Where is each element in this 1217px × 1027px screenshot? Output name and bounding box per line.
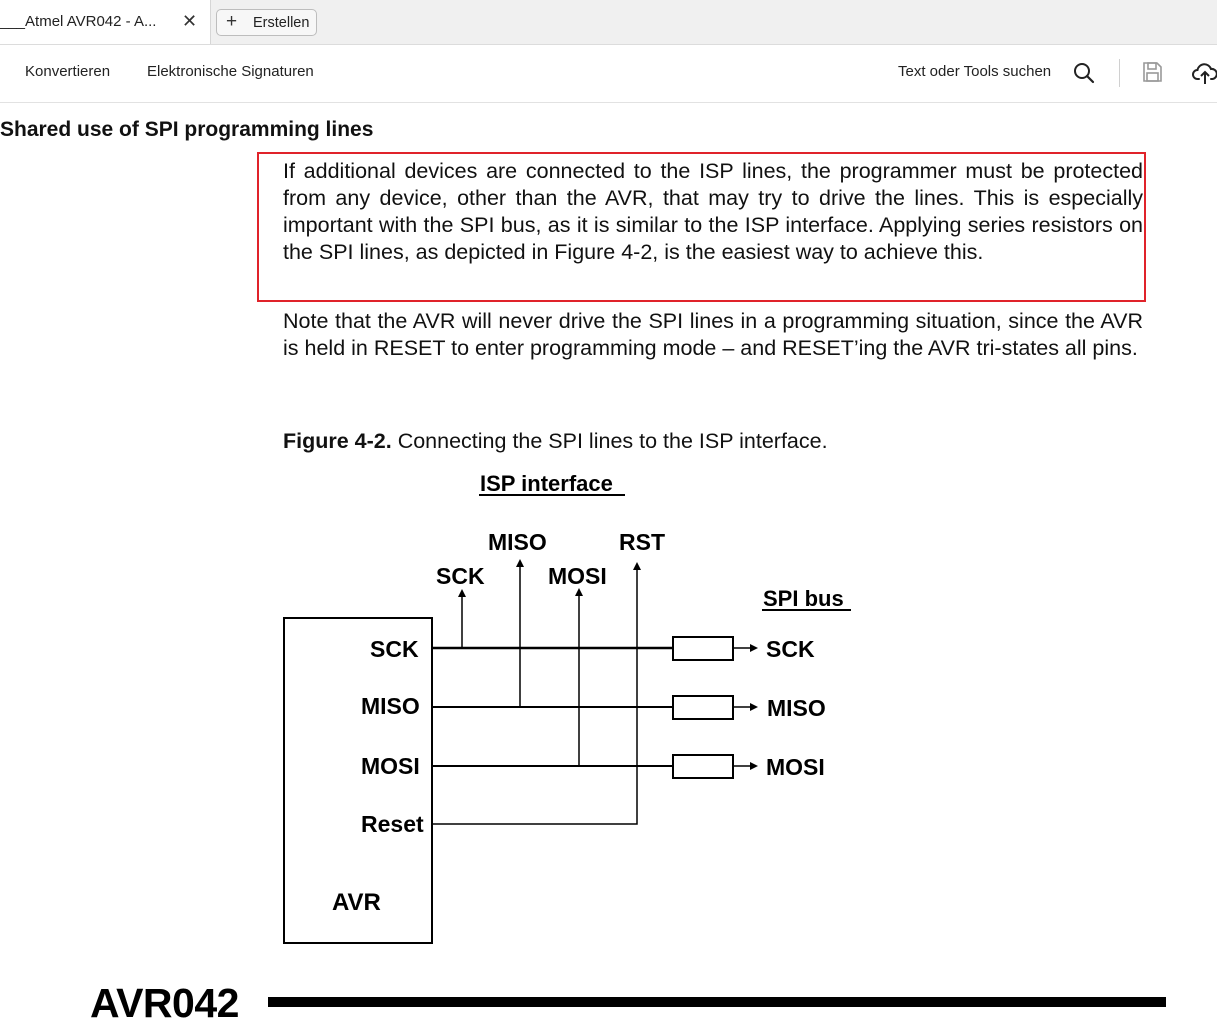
paragraph-note: Note that the AVR will never drive the SPI lines in a programming situation, since the AVR is held in RESET to enter programming mode – and RESET’ing the AVR tri-states all pins.	[283, 309, 1143, 360]
create-button-label: Erstellen	[253, 15, 310, 31]
spi-label-sck: SCK	[766, 636, 815, 662]
footer-rule	[268, 997, 1166, 1007]
pin-label-sck: SCK	[370, 636, 419, 662]
figure-label: Figure 4-2.	[283, 429, 392, 453]
spi-label-miso: MISO	[767, 695, 826, 721]
close-icon[interactable]: ✕	[182, 11, 198, 31]
resistor-miso	[673, 696, 733, 719]
tab-title[interactable]: ___Atmel AVR042 - A...	[0, 13, 157, 30]
pin-label-miso: MISO	[361, 693, 420, 719]
isp-label-sck: SCK	[436, 563, 485, 589]
spi-label-mosi: MOSI	[766, 754, 825, 780]
figure-caption-text: Connecting the SPI lines to the ISP interface.	[397, 429, 828, 453]
pin-label-mosi: MOSI	[361, 753, 420, 779]
paragraph-highlighted: If additional devices are connected to the ISP lines, the programmer must be protected from any device, other than the AVR, that may try to drive the lines. This is especially important with the SPI bus, as it is similar to the ISP interface. Applying series resistors on the SPI lines, as depicted in Figure 4-2, is the easiest way to achieve this.	[283, 159, 1143, 264]
section-heading: Shared use of SPI programming lines	[0, 118, 374, 141]
footer-brand: AVR042	[90, 980, 239, 1026]
search-tools-label[interactable]: Text oder Tools suchen	[898, 63, 1052, 80]
isp-label-miso: MISO	[488, 529, 547, 555]
resistor-sck	[673, 637, 733, 660]
isp-label-mosi: MOSI	[548, 563, 607, 589]
e-signatures-menu[interactable]: Elektronische Signaturen	[147, 63, 314, 80]
resistor-mosi	[673, 755, 733, 778]
plus-icon: +	[226, 11, 238, 32]
spi-bus-title: SPI bus	[763, 586, 844, 611]
avr-chip-label: AVR	[332, 889, 381, 916]
pin-label-reset: Reset	[361, 811, 424, 837]
isp-interface-title: ISP interface	[480, 471, 613, 496]
convert-menu[interactable]: Konvertieren	[25, 63, 111, 80]
isp-label-rst: RST	[619, 529, 665, 555]
